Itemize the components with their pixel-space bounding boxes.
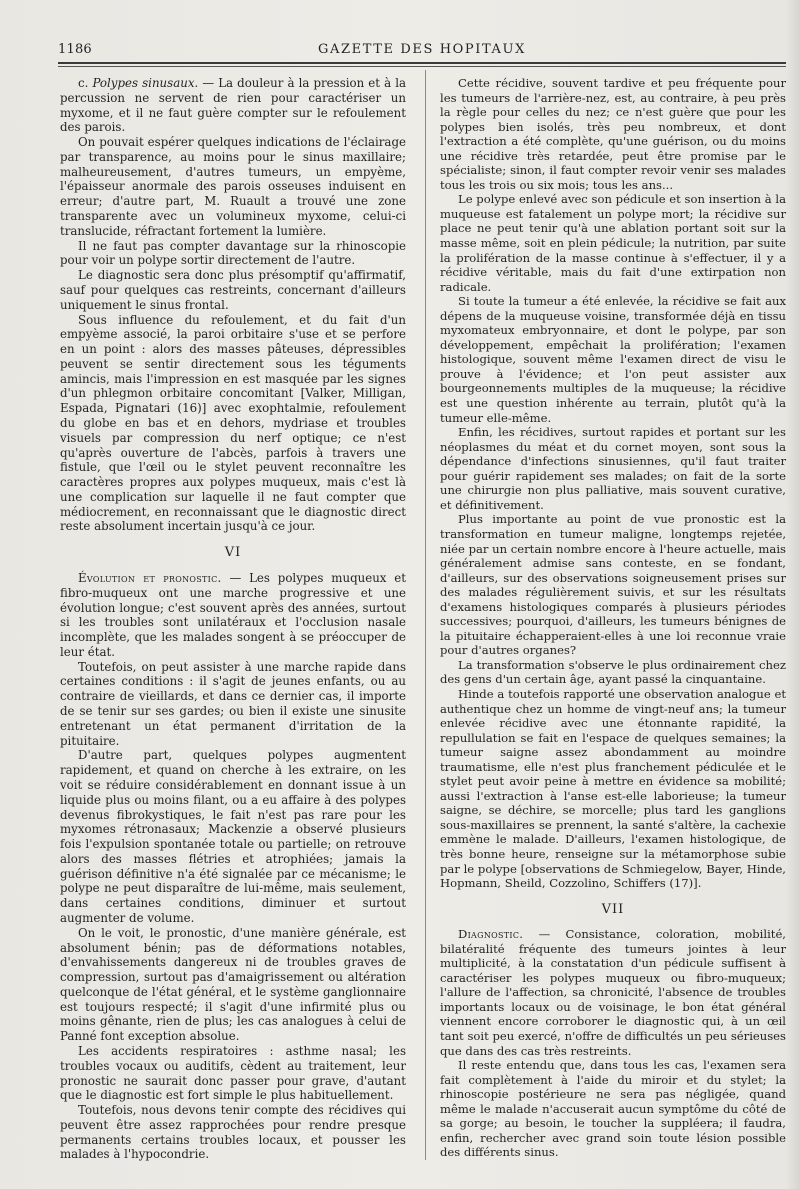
paragraph: Il ne faut pas compter davantage sur la rhinoscopie pour voir un polype sortir directement de l'autre.	[60, 238, 406, 268]
header-rule-thin	[58, 66, 786, 67]
page-edge-shadow	[786, 0, 800, 1189]
paragraph: On le voit, le pronostic, d'une manière générale, est absolument bénin; pas de déformations notables, d'envahissements dangereux ni de troubles graves de compression, surtout pas d'amaigrissement ou altération quelconque de l'état général, et le système ganglionnaire est toujours respecté; il s'agit d'une infirmité plus ou moins gênante, rien de plus; les cas analogues à celui de Panné font exception absolue.	[60, 925, 406, 1044]
paragraph: Toutefois, on peut assister à une marche rapide dans certaines conditions : il s'agit de jeunes enfants, ou au contraire de vieillards, et dans ce dernier cas, il importe de se tenir sur ses gardes; ou bien il existe une sinusite entretenant un état permanent d'irritation de la pituitaire.	[60, 659, 406, 748]
journal-title: GAZETTE DES HOPITAUX	[318, 42, 526, 57]
paragraph	[440, 927, 786, 1058]
right-column	[440, 76, 786, 1160]
paragraph	[60, 571, 406, 660]
paragraph: Le diagnostic sera donc plus présomptif qu'affirmatif, sauf pour quelques cas restreints, concernant d'ailleurs uniquement le sinus frontal.	[60, 268, 406, 312]
page-number: 1186	[58, 42, 92, 57]
paragraph: Toutefois, nous devons tenir compte des récidives qui peuvent être assez rapprochées pour rendre presque permanents certains troubles locaux, et pousser les malades à l'hypocondrie.	[60, 1103, 406, 1162]
paragraph	[60, 76, 406, 135]
section-heading: Diagnostic.	[458, 927, 524, 942]
paragraph: Si toute la tumeur a été enlevée, la récidive se fait aux dépens de la muqueuse voisine, transformée déjà en tissu myxomateux embryonnaire, et dont le polype, par son développement, empêchait la prolifération; l'examen histologique, souvent même l'examen direct de visu le prouve à l'évidence; et l'on peut assister aux bourgeonnements multiples de la muqueuse; la récidive est une question inhérente au terrain, plutôt qu'à la tumeur elle-même.	[440, 294, 786, 425]
paragraph: Sous influence du refoulement, et du fait d'un empyème associé, la paroi orbitaire s'use et se perfore en un point : alors des masses pâteuses, dépressibles peuvent se sentir directement sous les téguments amincis, mais l'impression en est masquée par les signes d'un phlegmon orbitaire concomitant [Valker, Milligan, Espada, Pignatari (16)] avec exophtalmie, refoulement du globe en bas et en dehors, mydriase et troubles visuels par compression du nerf optique; ce n'est qu'après ouverture de l'abcès, parfois à travers une fistule, que l'œil ou le stylet peuvent reconnaître les caractères propres aux polypes muqueux, mais c'est là une complication sur laquelle il ne faut compter que médiocrement, en reconnaissant que le diagnostic direct reste absolument incertain jusqu'à ce jour.	[60, 312, 406, 534]
paragraph: Plus importante au point de vue pronostic est la transformation en tumeur maligne, longtemps rejetée, niée par un certain nombre encore à l'heure actuelle, mais généralement admise sans conteste, en se fondant, d'ailleurs, sur des observations soigneusement prises sur des malades régulièrement suivis, et sur les résultats d'examens histologiques comparés à plusieurs périodes successives; pourquoi, d'ailleurs, les tumeurs bénignes de la pituitaire échapperaient-elles à une loi reconnue vraie pour d'autres organes?	[440, 512, 786, 658]
paragraph: Enfin, les récidives, surtout rapides et portant sur les néoplasmes du méat et du cornet moyen, sont sous la dépendance d'infections sinusiennes, qu'il faut traiter pour guérir rapidement ses malades; on fait de la sorte une chirurgie non plus palliative, mais souvent curative, et définitivement.	[440, 425, 786, 512]
section-heading: Évolution et pronostic.	[78, 571, 222, 585]
paragraph: Cette récidive, souvent tardive et peu fréquente pour les tumeurs de l'arrière-nez, est, au contraire, à peu près la règle pour celles du nez; ce n'est guère que pour les polypes bien isolés, très peu nombreux, et dont l'extraction a été complète, qu'une guérison, ou du moins une récidive très retardée, peut être promise par le spécialiste; sinon, il faut compter revoir venir ses malades tous les trois ou six mois; tous les ans...	[440, 76, 786, 192]
section-number: VI	[224, 545, 242, 561]
paragraph: Hinde a toutefois rapporté une observation analogue et authentique chez un homme de vingt-neuf ans; la tumeur enlevée récidive avec une étonnante rapidité, la repullulation se fait en l'espace de quelques semaines; la tumeur saigne assez abondamment au moindre traumatisme, elle n'est plus franchement pédiculée et le stylet peut avoir peine à mettre en évidence sa mobilité; aussi l'extraction à l'anse est-elle laborieuse; la tumeur saigne, se déchire, se morcelle; plus tard les ganglions sous-maxillaires se prennent, la santé s'altère, la cachexie emmène le malade. D'ailleurs, l'examen histologique, de très bonne heure, renseigne sur la métamorphose subie par le polype [observations de Schmiegelow, Bayer, Hinde, Hopmann, Sheild, Cozzolino, Schiffers (17)].	[440, 686, 786, 891]
paragraph: Il reste entendu que, dans tous les cas, l'examen sera fait complètement à l'aide du miroir et du stylet; la rhinoscopie postérieure ne sera pas négligée, quand même le malade n'accuserait aucun symptôme du côté de sa gorge; au besoin, le toucher la suppléera; il faudra, enfin, rechercher avec grand soin toute lésion possible des différents sinus.	[440, 1058, 786, 1160]
item-label: c.	[78, 76, 89, 90]
paragraph: Le polype enlevé avec son pédicule et son insertion à la muqueuse est fatalement un polype mort; la récidive sur place ne peut tenir qu'à une ablation portant soit sur la masse même, soit en plein pédicule; la nutrition, par suite la prolifération de la masse continue à s'effectuer, il y a récidive véritable, mais du fait d'une extirpation non radicale.	[440, 192, 786, 294]
left-column	[60, 76, 406, 1162]
paragraph: D'autre part, quelques polypes augmentent rapidement, et quand on cherche à les extraire, on les voit se réduire considérablement en donnant issue à un liquide plus ou moins filant, ou a eu affaire à des polypes devenus fibrokystiques, le fait n'est pas rare pour les myxomes rétronasaux; Mackenzie a observé plusieurs fois l'expulsion spontanée totale ou partielle; on retrouve alors des masses flétries et atrophiées; jamais la guérison définitive n'a été signalée par ce mécanisme; le polype ne peut disparaître de lui-même, mais seulement, dans certaines conditions, diminuer et surtout augmenter de volume.	[60, 748, 406, 925]
header-rule	[58, 62, 786, 64]
paragraph-text: — Les polypes muqueux et fibro-muqueux ont une marche progressive et une évolution longue; c'est souvent après des années, surtout si les troubles sont unilatéraux et l'occlusion nasale incomplète, que les malades songent à se préoccuper de leur état.	[60, 571, 406, 659]
subsection-title: Polypes sinusaux.	[92, 76, 199, 90]
column-divider	[425, 70, 426, 1160]
paragraph-text: — La douleur à la pression et à la percussion ne servent de rien pour caractériser un myxome, et il ne faut guère compter sur le refoulement des parois.	[60, 76, 407, 135]
paragraph: Les accidents respiratoires : asthme nasal; les troubles vocaux ou auditifs, cèdent au traitement, leur pronostic ne saurait donc passer pour grave, d'autant que le diagnostic est fort simple le plus habituellement.	[60, 1044, 406, 1103]
paragraph: On pouvait espérer quelques indications de l'éclairage par transparence, au moins pour le sinus maxillaire; malheureusement, d'autres tumeurs, un empyème, l'épaisseur anormale des parois osseuses induisent en erreur; d'autre part, M. Ruault a trouvé une zone transparente avec un volumineux myxome, celui-ci translucide, réfractant fortement la lumière.	[60, 135, 406, 238]
paragraph: La transformation s'observe le plus ordinairement chez des gens d'un certain âge, ayant passé la cinquantaine.	[440, 657, 786, 687]
page-header	[58, 38, 786, 60]
paragraph-text: — Consistance, coloration, mobilité, bilatéralité fréquente des tumeurs jointes à leur multiplicité, à la constatation d'un pédicule suffisent à caractériser les polypes muqueux ou fibro-muqueux; l'allure de l'affection, sa chronicité, l'absence de troubles importants locaux ou de voisinage, le bon état général viennent encore corroborer le diagnostic qui, à un œil tant soit peu exercé, n'offre de difficultés un peu sérieuses que dans des cas très restreints.	[440, 927, 786, 1058]
section-number: VII	[601, 901, 625, 917]
